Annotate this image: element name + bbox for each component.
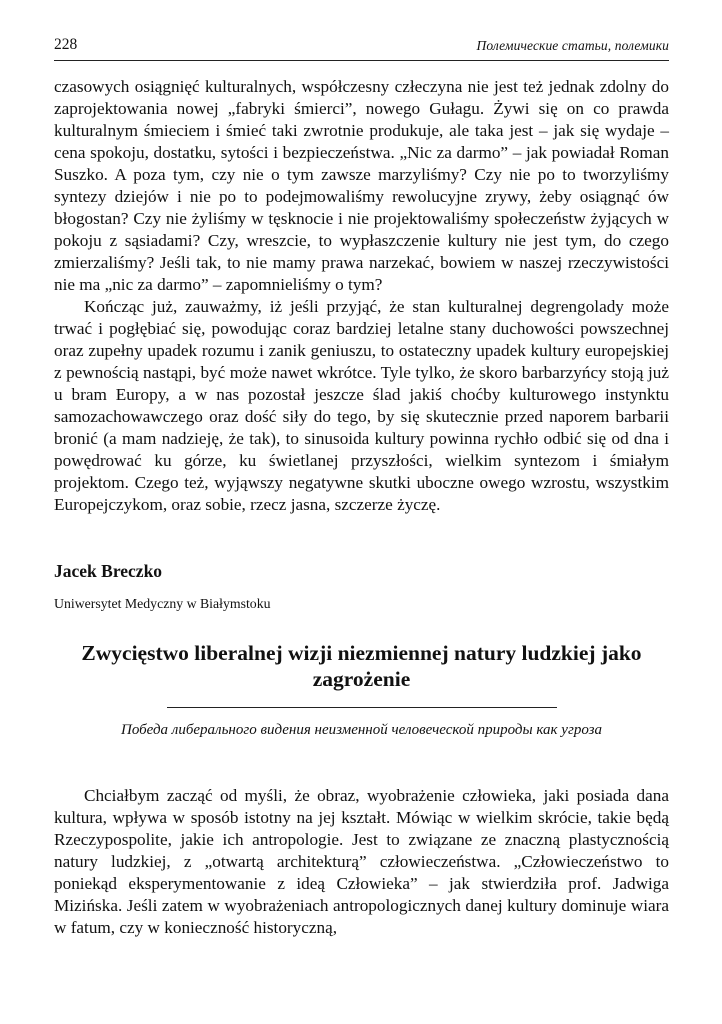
title-divider bbox=[167, 707, 557, 708]
article-subtitle: Победа либерального видения неизменной человеческой природы как угроза bbox=[121, 722, 602, 738]
author-name: Jacek Breczko bbox=[54, 561, 163, 581]
article-body bbox=[54, 785, 669, 939]
page-header bbox=[54, 36, 669, 61]
article-title: Zwycięstwo liberalnej wizji niezmiennej natury ludzkiej jako zagrożenie bbox=[81, 641, 642, 691]
previous-article-body bbox=[54, 76, 669, 516]
paragraph: Chciałbym zacząć od myśli, że obraz, wyobrażenie człowieka, jaki posiada dana kultura, wpływa w sposób istotny na jej kształt. Mówiąc w wielkim skrócie, takie będą Rzeczypospolite, jakie ich antropologie. Jest to związane ze znaczną plastycznością natury ludzkiej, z „otwartą architekturą” człowieczeństwa. „Człowieczeństwo to poniekąd eksperymentowanie z ideą Człowieka” – jak stwierdziła prof. Jadwiga Mizińska. Jeśli zatem w wyobrażeniach antropologicznych danej kultury dominuje wiara w fatum, czy w konieczność historyczną, bbox=[54, 786, 669, 937]
page-number: 228 bbox=[54, 36, 78, 53]
paragraph: czasowych osiągnięć kulturalnych, współczesny człeczyna nie jest też jednak zdolny do zaprojektowania nowej „fabryki śmierci”, nowego Gułagu. Żywi się on co prawda kulturalnym śmieciem i śmieć taki zwrotnie produkuje, ale taka jest – jak się wydaje – cena spokoju, dostatku, sytości i bezpieczeństwa. „Nic za darmo” – jak powiadał Roman Suszko. A poza tym, czy nie o tym zawsze marzyliśmy? Czy nie po to tworzyliśmy syntezy dziejów i nie po to podejmowaliśmy rewolucyjne zrywy, żeby osiągnąć ów błogostan? Czy nie żyliśmy w tęsknocie i nie projektowaliśmy społeczeństw żyjących w pokoju z sąsiadami? Czy, wreszcie, to wypłaszczenie kultury nie jest tym, do czego zmierzaliśmy? Jeśli tak, to nie mamy prawa narzekać, bowiem w naszej rzeczywistości nie ma „nic za darmo” – zapomnieliśmy o tym? bbox=[54, 77, 669, 294]
author-affiliation: Uniwersytet Medyczny w Białymstoku bbox=[54, 596, 271, 611]
running-head: Полемические статьи, полемики bbox=[476, 38, 669, 53]
document-page bbox=[54, 36, 669, 939]
paragraph: Kończąc już, zauważmy, iż jeśli przyjąć, że stan kulturalnej degrengolady może trwać i pogłębiać się, powodując coraz bardziej letalne stany duchowości powszechnej oraz zupełny upadek rozumu i zanik geniuszu, to ostateczny upadek kultury europejskiej z pewnością nastąpi, być może nawet wkrótce. Tyle tylko, że skoro barbarzyńcy stoją już u bram Europy, a w nas pozostał jeszcze ślad jakiś choćby kulturowego instynktu samozachowawczego oraz dość siły do tego, by się skutecznie przed naporem barbarii bronić (a mam nadzieję, że tak), to sinusoida kultury powinna rychło odbić się od dna i powędrować ku górze, ku świetlanej przyszłości, wielkim syntezom i śmiałym projektom. Czego też, wyjąwszy negatywne skutki uboczne owego wzrostu, wszystkim Europejczykom, oraz sobie, rzecz jasna, szczerze życzę. bbox=[54, 297, 669, 514]
